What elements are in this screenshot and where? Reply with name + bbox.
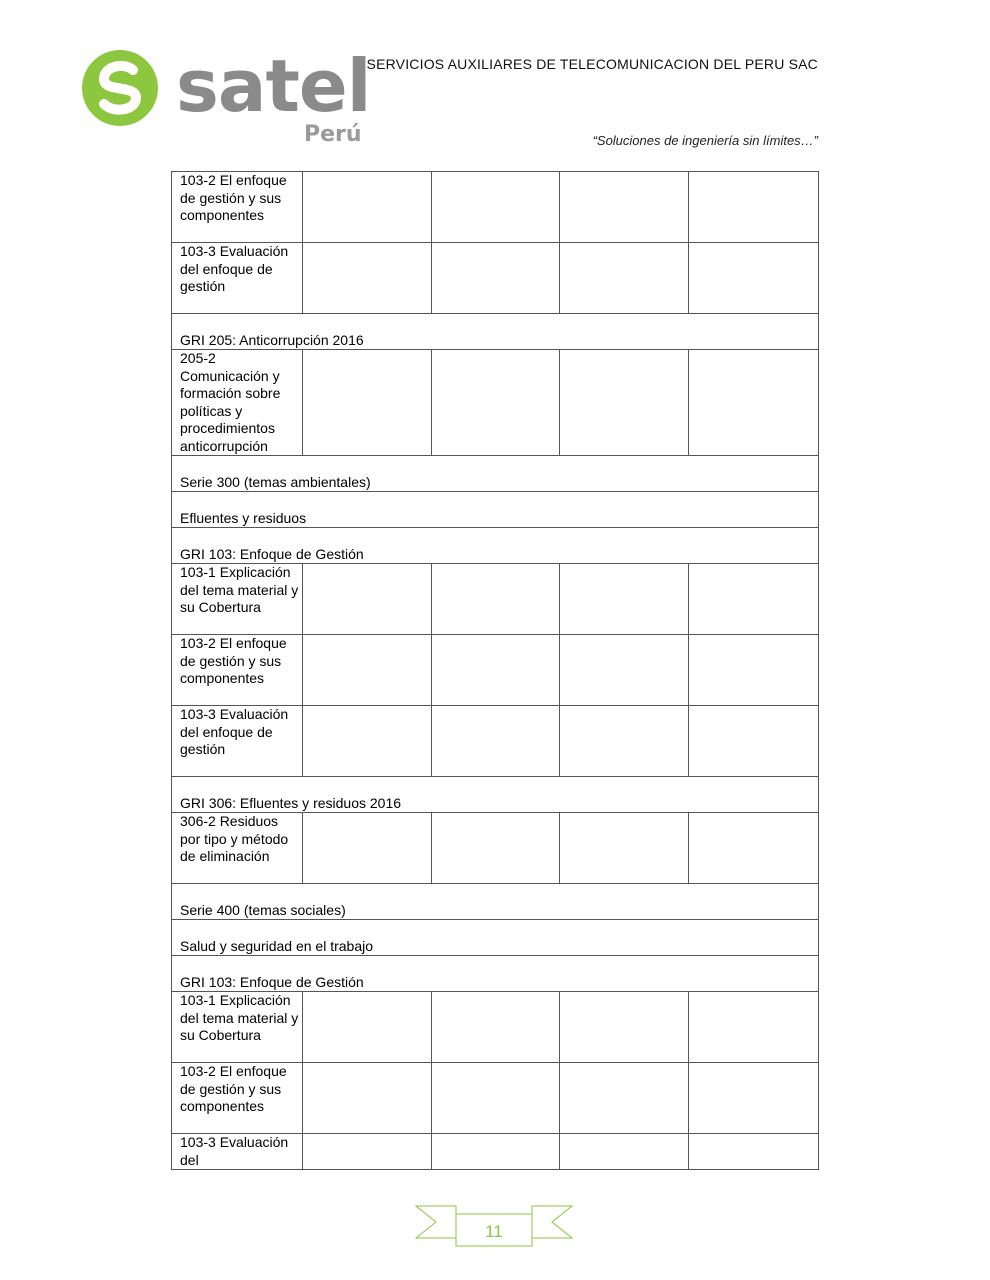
empty-cell (303, 350, 432, 456)
section-label: GRI 103: Enfoque de Gestión (172, 528, 819, 564)
empty-cell (432, 992, 560, 1063)
indicator-cell: 103-2 El enfoque de gestión y sus componentes (172, 635, 303, 706)
gri-index-table (171, 171, 819, 1170)
table-row (172, 813, 819, 884)
table-row (172, 1134, 819, 1170)
table-body (172, 172, 819, 1170)
indicator-cell: 103-1 Explicación del tema material y su Cobertura (172, 564, 303, 635)
empty-cell (689, 1134, 819, 1170)
empty-cell (560, 350, 689, 456)
table-row (172, 635, 819, 706)
empty-cell (689, 172, 819, 243)
indicator-cell: 103-3 Evaluación del enfoque de gestión (172, 243, 303, 314)
section-label: GRI 205: Anticorrupción 2016 (172, 314, 819, 350)
indicator-cell: 103-2 El enfoque de gestión y sus componentes (172, 1063, 303, 1134)
empty-cell (560, 243, 689, 314)
table-row (172, 992, 819, 1063)
empty-cell (689, 243, 819, 314)
logo-subtitle: Perú (304, 122, 362, 147)
empty-cell (432, 243, 560, 314)
table-row (172, 1063, 819, 1134)
section-row (172, 956, 819, 992)
empty-cell (560, 1134, 689, 1170)
empty-cell (432, 635, 560, 706)
section-label: Salud y seguridad en el trabajo (172, 920, 819, 956)
table-row (172, 243, 819, 314)
empty-cell (432, 172, 560, 243)
section-row (172, 456, 819, 492)
page-footer (414, 1202, 574, 1250)
empty-cell (303, 1134, 432, 1170)
company-name: SERVICIOS AUXILIARES DE TELECOMUNICACION DEL PERU SAC (366, 56, 818, 72)
empty-cell (689, 813, 819, 884)
section-row (172, 528, 819, 564)
empty-cell (560, 992, 689, 1063)
empty-cell (689, 350, 819, 456)
table-row (172, 350, 819, 456)
indicator-cell: 103-1 Explicación del tema material y su Cobertura (172, 992, 303, 1063)
empty-cell (303, 172, 432, 243)
section-row (172, 492, 819, 528)
empty-cell (432, 564, 560, 635)
empty-cell (303, 706, 432, 777)
indicator-cell: 306-2 Residuos por tipo y método de eliminación (172, 813, 303, 884)
table-row (172, 564, 819, 635)
empty-cell (432, 350, 560, 456)
section-label: Serie 400 (temas sociales) (172, 884, 819, 920)
empty-cell (689, 992, 819, 1063)
empty-cell (303, 564, 432, 635)
section-label: GRI 306: Efluentes y residuos 2016 (172, 777, 819, 813)
section-row (172, 884, 819, 920)
logo-wordmark: satel (176, 44, 371, 128)
empty-cell (560, 813, 689, 884)
table-row (172, 172, 819, 243)
empty-cell (560, 706, 689, 777)
empty-cell (560, 172, 689, 243)
empty-cell (432, 1134, 560, 1170)
empty-cell (560, 564, 689, 635)
empty-cell (432, 813, 560, 884)
empty-cell (560, 1063, 689, 1134)
empty-cell (689, 564, 819, 635)
satel-s-icon (80, 48, 160, 128)
slogan: “Soluciones de ingeniería sin límites…” (592, 133, 818, 148)
empty-cell (432, 706, 560, 777)
indicator-cell: 103-2 El enfoque de gestión y sus componentes (172, 172, 303, 243)
section-label: Serie 300 (temas ambientales) (172, 456, 819, 492)
table-row (172, 706, 819, 777)
page-number: 11 (485, 1222, 503, 1241)
indicator-cell: 103-3 Evaluación del (172, 1134, 303, 1170)
empty-cell (689, 706, 819, 777)
empty-cell (689, 635, 819, 706)
empty-cell (303, 992, 432, 1063)
empty-cell (432, 1063, 560, 1134)
empty-cell (303, 635, 432, 706)
satel-logo (80, 44, 370, 156)
empty-cell (560, 635, 689, 706)
section-row (172, 920, 819, 956)
section-row (172, 314, 819, 350)
indicator-cell: 205-2 Comunicación y formación sobre políticas y procedimientos anticorrupción (172, 350, 303, 456)
empty-cell (303, 813, 432, 884)
empty-cell (303, 243, 432, 314)
empty-cell (689, 1063, 819, 1134)
section-label: GRI 103: Enfoque de Gestión (172, 956, 819, 992)
section-row (172, 777, 819, 813)
empty-cell (303, 1063, 432, 1134)
indicator-cell: 103-3 Evaluación del enfoque de gestión (172, 706, 303, 777)
section-label: Efluentes y residuos (172, 492, 819, 528)
